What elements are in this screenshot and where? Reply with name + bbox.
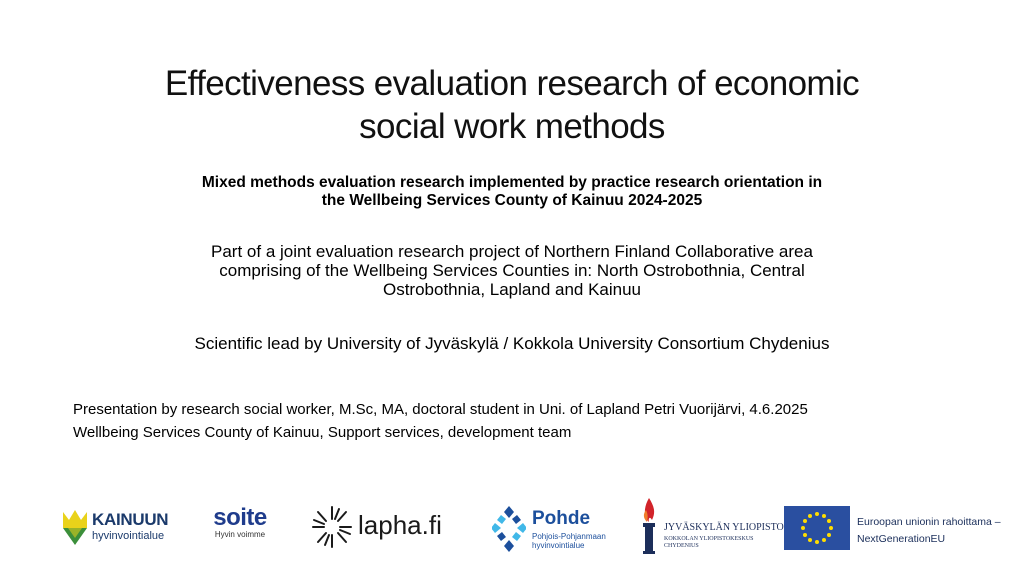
pohde-sub-line-2: hyvinvointialue [532, 541, 585, 550]
title-line-1: Effectiveness evaluation research of economic [164, 64, 860, 103]
torch-icon [638, 496, 660, 556]
lapha-logo [312, 504, 462, 552]
eu-flag-icon [784, 506, 850, 550]
logo-strip [0, 490, 1024, 566]
jyu-sub-line-2: CHYDENIUS [664, 543, 699, 549]
lapha-name: lapha.fi [358, 510, 442, 540]
pohde-sub [532, 532, 622, 550]
eu-funding-logo [784, 502, 1014, 554]
star-cross-icon [492, 504, 526, 554]
slide-title [120, 62, 904, 148]
project-description [130, 242, 894, 299]
pohde-sub-line-1: Pohjois-Pohjanmaan [532, 532, 606, 541]
kainuu-logo [62, 508, 169, 548]
jyu-logo [638, 496, 784, 556]
presenter-info [73, 398, 973, 444]
subtitle-line-2: the Wellbeing Services County of Kainuu 2024-2025 [321, 192, 703, 209]
pohde-logo [492, 504, 622, 556]
pohde-name: Pohde [532, 508, 591, 529]
project-line-3: Ostrobothnia, Lapland and Kainuu [382, 280, 642, 299]
project-line-2: comprising of the Wellbeing Services Counties in: North Ostrobothnia, Central [219, 261, 805, 280]
soite-sub: Hyvin voimme [214, 530, 266, 539]
eu-line-1: Euroopan unionin rahoittama – [857, 516, 1001, 528]
project-line-1: Part of a joint evaluation research project of Northern Finland Collaborative area [211, 242, 813, 261]
eu-line-2: NextGenerationEU [857, 533, 946, 545]
title-line-2: social work methods [359, 107, 665, 146]
jyu-sub [664, 536, 754, 550]
soite-name: soite [213, 504, 267, 531]
scientific-lead: Scientific lead by University of Jyväskylä / Kokkola University Consortium Chydenius [194, 334, 830, 353]
soite-logo [205, 504, 275, 552]
kainuu-sub: hyvinvointialue [92, 530, 165, 542]
presenter-line-2: Wellbeing Services County of Kainuu, Support services, development team [73, 424, 572, 441]
presenter-line-1: Presentation by research social worker, M.Sc, MA, doctoral student in Uni. of Lapland Petri Vuorijärvi, 4.6.2025 [73, 401, 808, 418]
subtitle-line-1: Mixed methods evaluation research implemented by practice research orientation in [201, 174, 823, 191]
jyu-sub-line-1: KOKKOLAN YLIOPISTOKESKUS [664, 536, 754, 542]
slide-subtitle [110, 174, 914, 210]
jyu-name: JYVÄSKYLÄN YLIOPISTO [664, 522, 784, 533]
crown-icon [62, 508, 88, 546]
sunburst-icon [312, 504, 352, 550]
kainuu-name: KAINUUN [92, 510, 169, 529]
